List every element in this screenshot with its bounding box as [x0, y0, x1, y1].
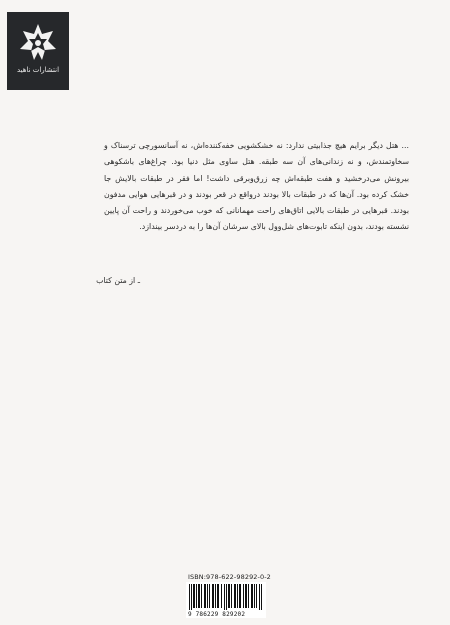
- excerpt-paragraph: ... هتل دیگر برایم هیچ جذابیتی ندارد: نه خشکشویی خفه‌کننده‌اش، نه آسانسورچی ترسناک و سخاوتمندش، و نه زندانی‌های آن سه طبقه. هتل ساوی مثل دنیا بود. چراغ‌های باشکوهی بیرونش می‌درخشید و هفت طبقه‌اش چه زرق‌وبرقی داشت! اما فقر در طبقات بالایش جا خشک کرده بود. آن‌ها که در طبقات بالا بودند درواقع در قعر بودند و در قبرهایی هوایی مدفون بودند. قبرهایی در طبقات بالایی اتاق‌های راحت مهمانانی که خوب می‌خوردند و راحت آن پایین نشسته بودند، بدون اینکه تابوت‌های شل‌وول بالای سرشان آن‌ها را به دردسر بیندازد.: [104, 141, 409, 232]
- excerpt-source: ـ از متن کتاب: [96, 276, 140, 285]
- barcode: [186, 582, 266, 618]
- isbn-label: ISBN:978-622-98292-0-2: [188, 573, 271, 581]
- barcode-digits: 9 786229 829202: [188, 611, 246, 618]
- book-excerpt: [104, 138, 409, 236]
- publisher-name: انتشارات ناهید: [16, 66, 60, 74]
- barcode-bars-icon: [189, 584, 263, 610]
- star-emblem-icon: [18, 22, 58, 62]
- publisher-logo: [7, 12, 69, 90]
